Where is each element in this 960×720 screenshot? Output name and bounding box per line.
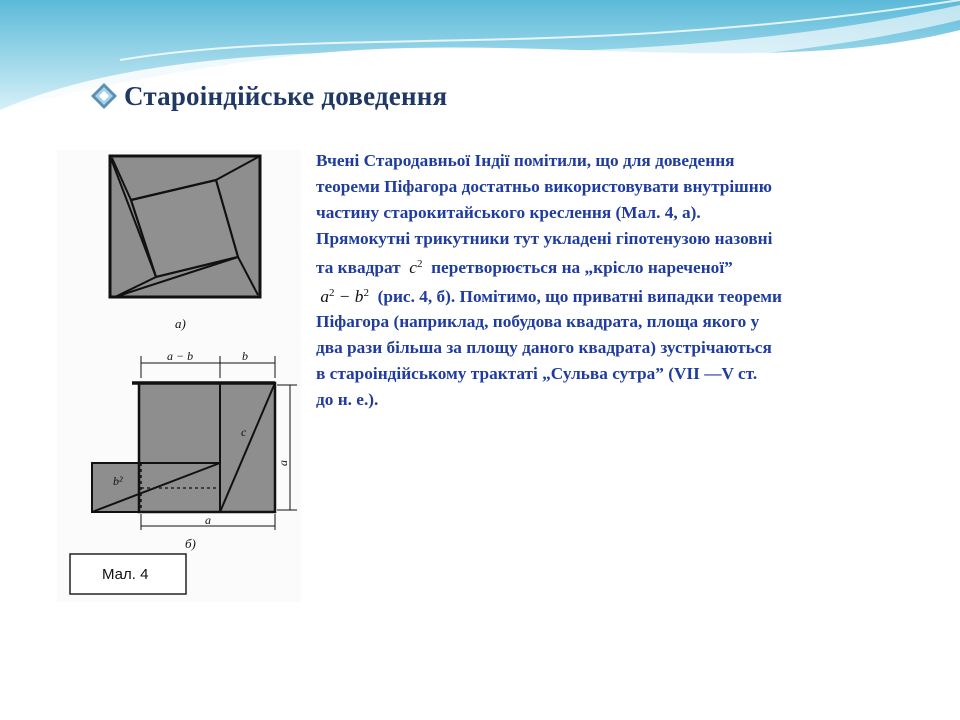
label-a-side: a bbox=[276, 460, 290, 466]
figure-b bbox=[92, 349, 297, 551]
line6-after: (рис. 4, б). Помітимо, що приватні випадки теореми bbox=[377, 286, 782, 306]
label-a-bottom: a bbox=[205, 513, 211, 527]
line5-before: та квадрат bbox=[316, 257, 401, 277]
text-line: Піфагора (наприклад, побудова квадрата, площа якого у bbox=[316, 312, 760, 332]
caption-box-text: Мал. 4 bbox=[102, 566, 149, 583]
line5-after: перетворюється на „крісло нареченої” bbox=[431, 257, 733, 277]
label-b-squared: b² bbox=[113, 474, 123, 488]
caption-a: а) bbox=[175, 316, 186, 331]
diamond-bullet-icon bbox=[90, 82, 118, 110]
pythagoras-figure bbox=[57, 150, 301, 602]
text-line: два рази більша за площу даного квадрата) зустрічаються bbox=[316, 338, 772, 358]
text-line bbox=[316, 281, 908, 310]
label-b-top: b bbox=[242, 349, 248, 363]
caption-b: б) bbox=[185, 536, 196, 551]
formula-a2-minus-b2: $a^2 - b^2$ bbox=[320, 286, 369, 306]
text-line: теореми Піфагора достатньо використовувати внутрішню bbox=[316, 176, 772, 196]
text-line: до н. е.). bbox=[316, 390, 379, 410]
body-paragraph bbox=[316, 148, 908, 413]
figure-a bbox=[110, 156, 260, 331]
text-line: в староіндійському трактаті „Сульва сутра” (VII —V ст. bbox=[316, 364, 758, 384]
text-line: Вчені Стародавньої Індії помітили, що для доведення bbox=[316, 151, 735, 170]
text-line: Прямокутні трикутники тут укладені гіпотенузою назовні bbox=[316, 228, 773, 248]
label-c: c bbox=[241, 425, 247, 439]
slide-title: Староіндійське доведення bbox=[124, 80, 448, 111]
text-line bbox=[316, 252, 908, 281]
label-a-minus-b: a − b bbox=[167, 349, 194, 363]
text-line: частину старокитайського креслення (Мал. 4, а). bbox=[316, 202, 701, 222]
formula-c-squared: $c^2$ bbox=[409, 257, 423, 277]
title-row bbox=[90, 76, 447, 116]
